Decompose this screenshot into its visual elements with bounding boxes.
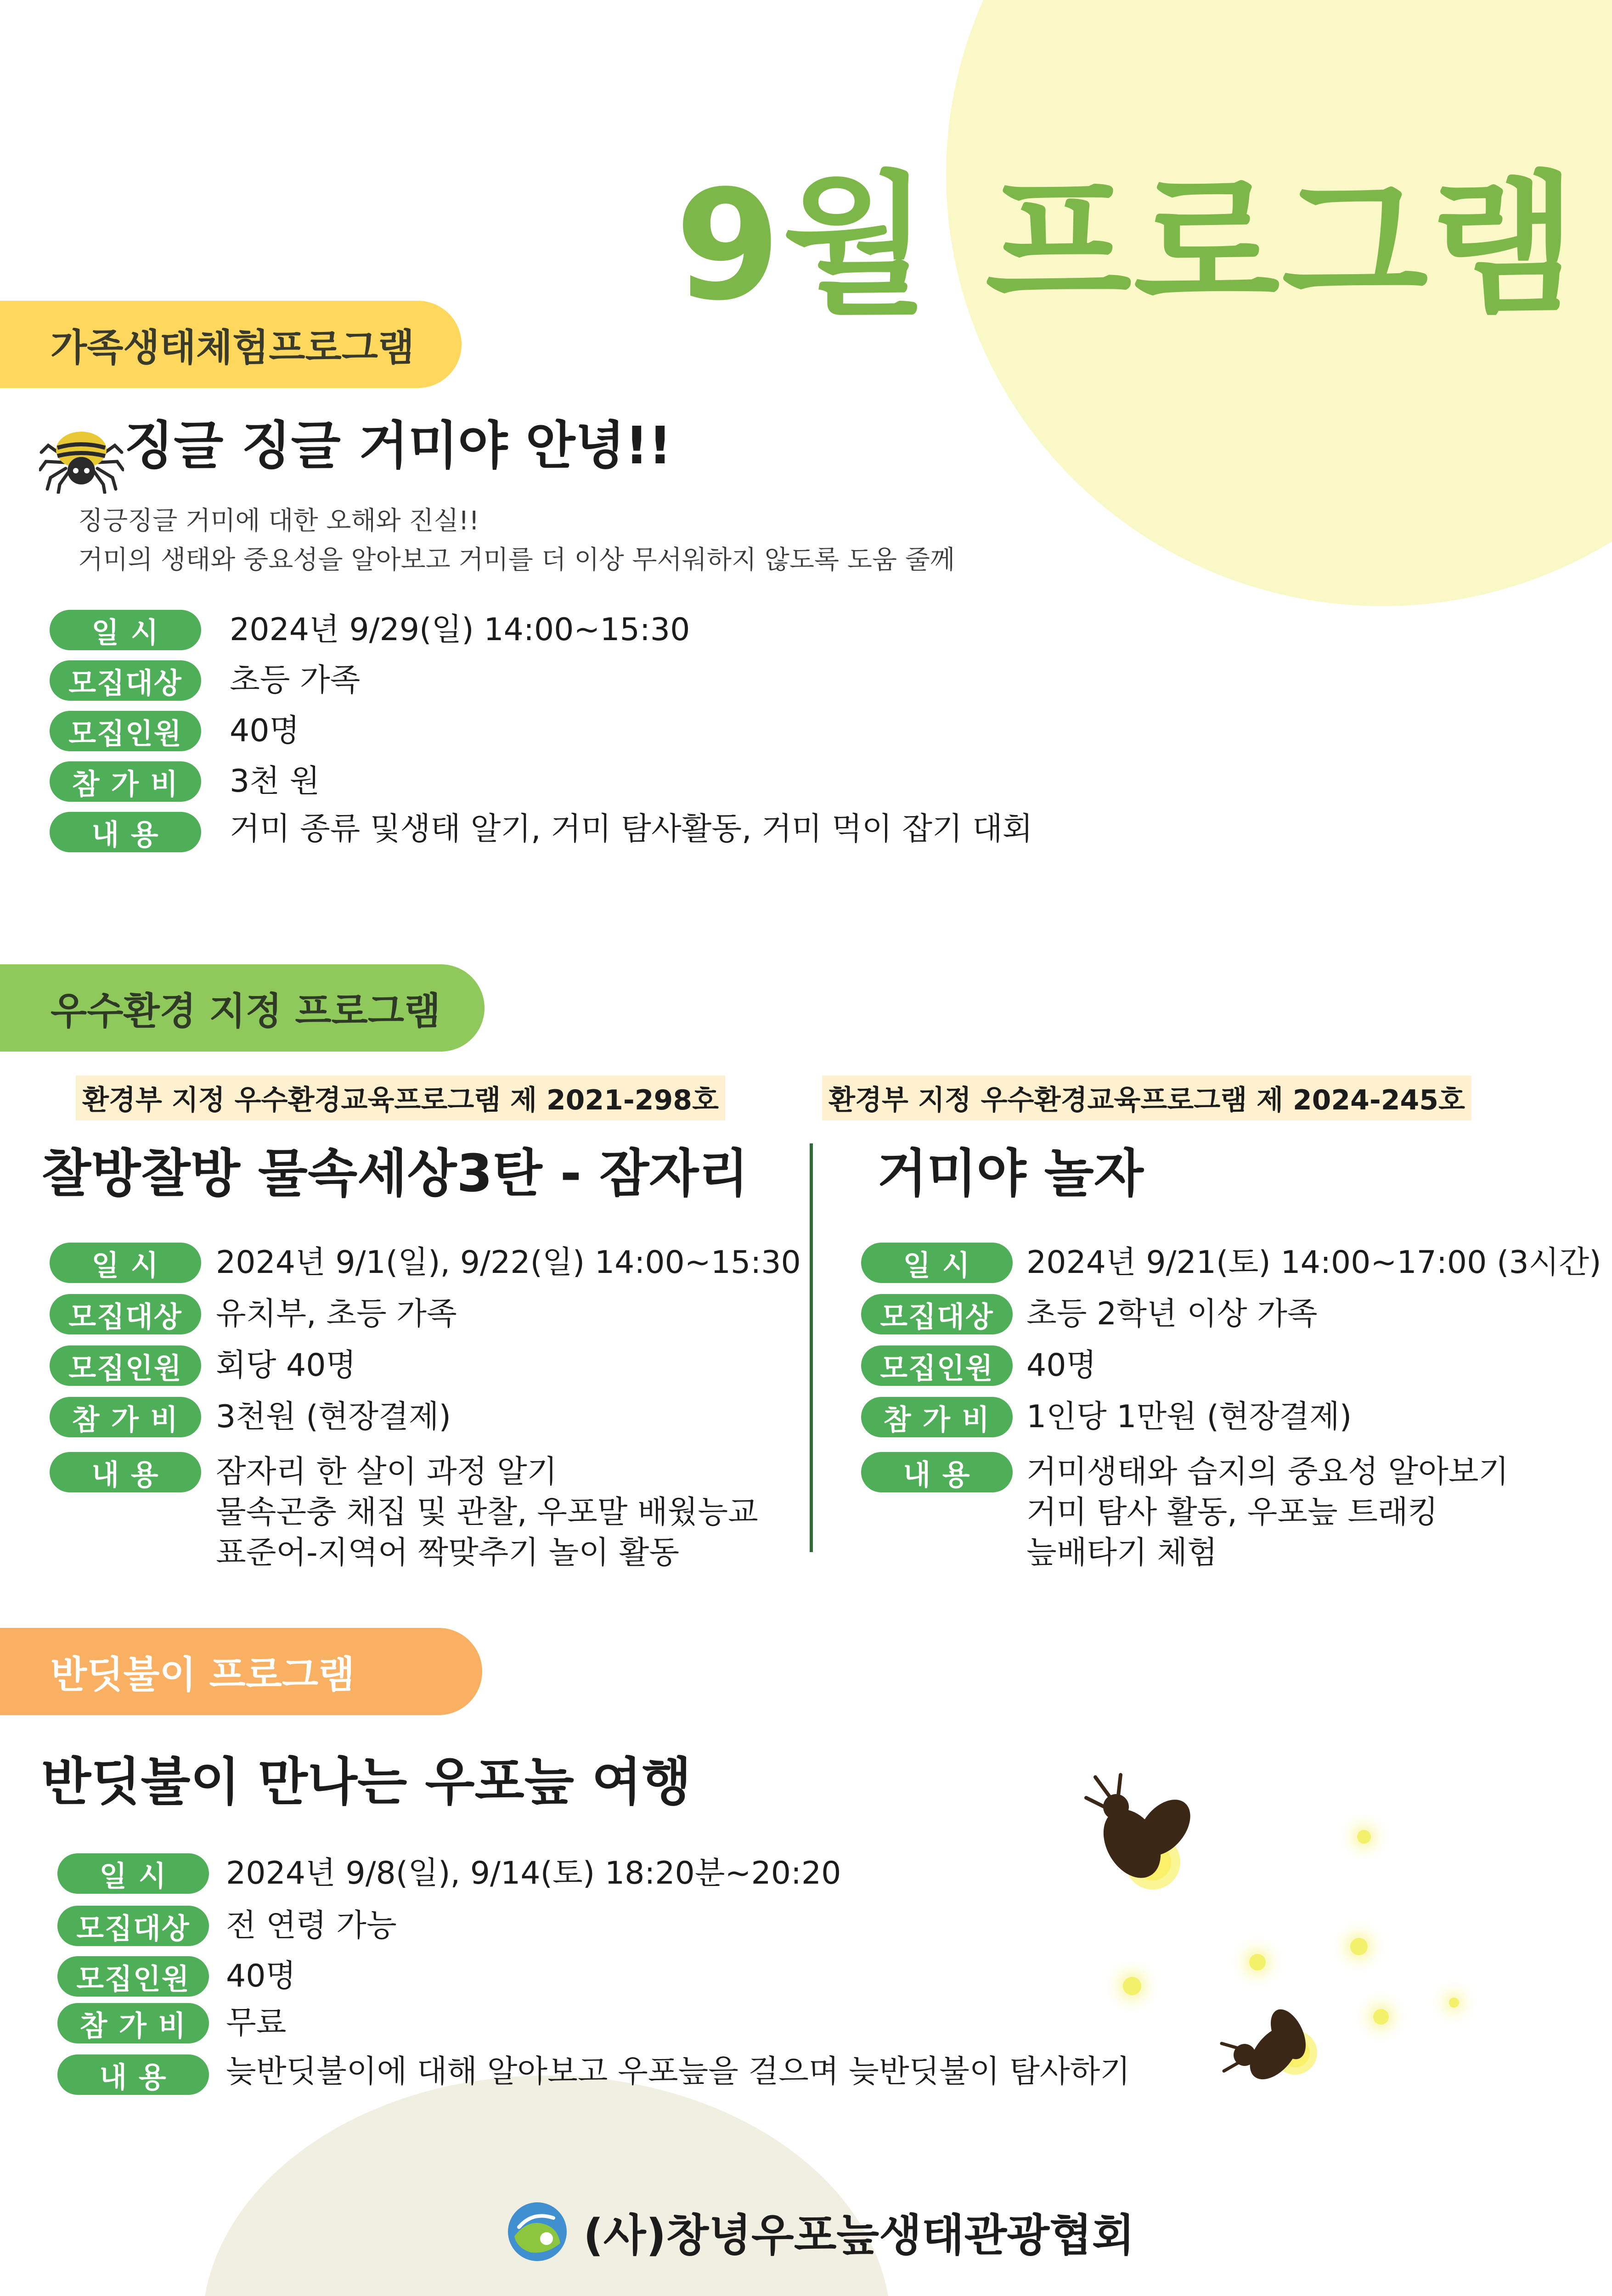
- program4-label-date: 일 시: [57, 1853, 209, 1894]
- section-tab-firefly: 반딧불이 프로그램: [0, 1628, 482, 1715]
- program3-label-fee: 참 가 비: [861, 1397, 1013, 1437]
- program1-desc-line2: 거미의 생태와 중요성을 알아보고 거미를 더 이상 무서워하지 않도록 도움 줄께: [78, 545, 955, 575]
- program2-title: 찰방찰방 물속세상3탄 - 잠자리: [41, 1144, 749, 1204]
- program2-content-line2: 물속곤충 채집 및 관찰, 우포말 배웠능교: [216, 1494, 758, 1531]
- section-tab-excellent: 우수환경 지정 프로그램: [0, 964, 485, 1052]
- program2-label-date: 일 시: [50, 1243, 201, 1283]
- program4-content: 늦반딧불이에 대해 알아보고 우포늪을 걸으며 늦반딧불이 탐사하기: [226, 2054, 1130, 2090]
- spider-icon: [39, 425, 124, 494]
- program2-fee: 3천원 (현장결제): [216, 1399, 451, 1435]
- program3-fee: 1인당 1만원 (현장결제): [1026, 1399, 1352, 1435]
- program1-target: 초등 가족: [230, 662, 361, 698]
- program3-content-line3: 늪배타기 체험: [1026, 1535, 1217, 1571]
- program1-fee: 3천 원: [230, 763, 320, 799]
- program3-count: 40명: [1026, 1347, 1097, 1384]
- section-tab-family: 가족생태체험프로그램: [0, 301, 462, 388]
- program1-count: 40명: [230, 713, 300, 749]
- org-logo-icon: [505, 2200, 569, 2264]
- program2-label-count: 모집인원: [50, 1345, 201, 1386]
- program4-label-target: 모집대상: [57, 1906, 209, 1946]
- firefly-glow-dot: [1357, 1830, 1371, 1844]
- program4-title: 반딧불이 만나는 우포늪 여행: [41, 1752, 692, 1812]
- program1-label-fee: 참 가 비: [50, 761, 201, 802]
- program3-label-target: 모집대상: [861, 1294, 1013, 1334]
- program3-label-count: 모집인원: [861, 1345, 1013, 1386]
- program1-label-target: 모집대상: [50, 660, 201, 701]
- program2-label-content: 내 용: [50, 1452, 201, 1492]
- program3-certification: 환경부 지정 우수환경교육프로그램 제 2024-245호: [822, 1075, 1471, 1120]
- program4-label-count: 모집인원: [57, 1956, 209, 1997]
- program1-content: 거미 종류 및생태 알기, 거미 탐사활동, 거미 먹이 잡기 대회: [230, 811, 1033, 847]
- firefly-icon: [1212, 2002, 1332, 2094]
- program3-content-line1: 거미생태와 습지의 중요성 알아보기: [1026, 1454, 1509, 1490]
- program4-label-fee: 참 가 비: [57, 2003, 209, 2043]
- firefly-icon: [1084, 1773, 1212, 1892]
- column-divider: [810, 1143, 813, 1552]
- footer-organization: [505, 2197, 1135, 2266]
- program1-desc-line1: 징긍징글 거미에 대한 오해와 진실!!: [78, 506, 479, 536]
- firefly-glow-dot: [1249, 1954, 1266, 1970]
- program1-date: 2024년 9/29(일) 14:00~15:30: [230, 612, 690, 648]
- footer-org-name: (사)창녕우포늪생태관광협회: [583, 2209, 1135, 2261]
- program2-count: 회당 40명: [216, 1347, 356, 1384]
- program1-label-date: 일 시: [50, 610, 201, 650]
- program4-date: 2024년 9/8(일), 9/14(토) 18:20분~20:20: [226, 1855, 841, 1891]
- program4-fee: 무료: [226, 2005, 287, 2041]
- program2-content-line3: 표준어-지역어 짝맞추기 놀이 활동: [216, 1535, 680, 1571]
- program2-label-target: 모집대상: [50, 1294, 201, 1334]
- program2-date: 2024년 9/1(일), 9/22(일) 14:00~15:30: [216, 1244, 801, 1281]
- program3-label-date: 일 시: [861, 1243, 1013, 1283]
- program2-content-line1: 잠자리 한 살이 과정 알기: [216, 1454, 558, 1490]
- program2-certification: 환경부 지정 우수환경교육프로그램 제 2021-298호: [76, 1075, 725, 1120]
- program1-label-content: 내 용: [50, 812, 201, 852]
- firefly-glow-dot: [1449, 1998, 1459, 2008]
- program1-label-count: 모집인원: [50, 711, 201, 751]
- program3-label-content: 내 용: [861, 1452, 1013, 1492]
- program3-date: 2024년 9/21(토) 14:00~17:00 (3시간): [1026, 1244, 1601, 1281]
- program4-count: 40명: [226, 1958, 296, 1994]
- firefly-glow-dot: [1350, 1938, 1368, 1955]
- program4-target: 전 연령 가능: [226, 1908, 397, 1944]
- firefly-glow-dot: [1123, 1977, 1141, 1995]
- program2-label-fee: 참 가 비: [50, 1397, 201, 1437]
- program3-content-line2: 거미 탐사 활동, 우포늪 트래킹: [1026, 1494, 1438, 1531]
- page-title: 9월 프로그램: [675, 158, 1578, 334]
- program1-title: 징글 징글 거미야 안녕!!: [124, 416, 672, 476]
- program4-label-content: 내 용: [57, 2054, 209, 2095]
- firefly-glow-dot: [1373, 2009, 1389, 2025]
- program3-target: 초등 2학년 이상 가족: [1026, 1296, 1318, 1332]
- program3-title: 거미야 놀자: [877, 1144, 1144, 1204]
- program2-target: 유치부, 초등 가족: [216, 1296, 457, 1332]
